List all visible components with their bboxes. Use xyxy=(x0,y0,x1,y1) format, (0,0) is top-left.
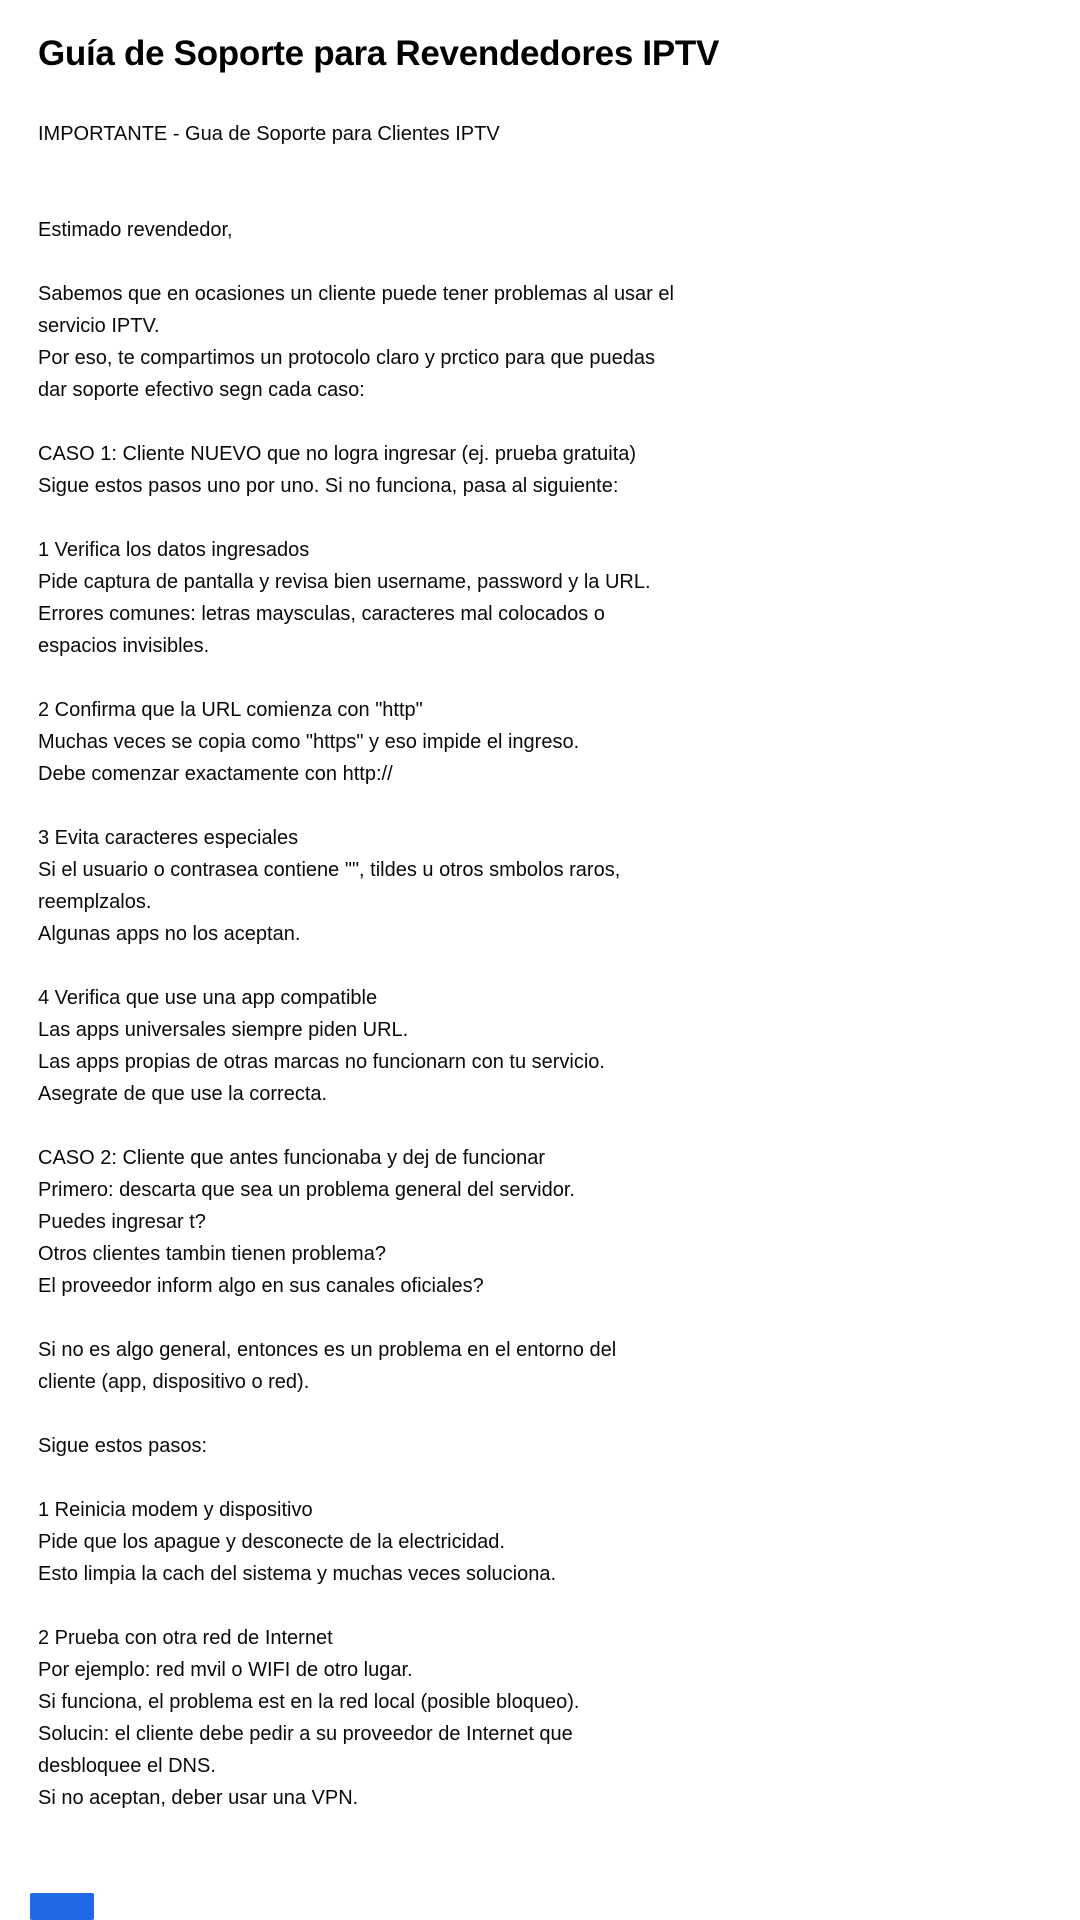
text-line: Estimado revendedor, xyxy=(38,219,233,241)
text-line xyxy=(38,1110,1050,1142)
text-line: Esto limpia la cach del sistema y muchas veces soluciona. xyxy=(38,1563,557,1585)
text-line: Pide que los apague y desconecte de la electricidad. xyxy=(38,1531,505,1553)
text-line xyxy=(38,502,1050,534)
text-line: Sabemos que en ocasiones un cliente puede tener problemas al usar el xyxy=(38,283,674,305)
blue-accent-box xyxy=(30,1893,94,1920)
text-line: Sigue estos pasos uno por uno. Si no funciona, pasa al siguiente: xyxy=(38,475,619,497)
text-line: 2 Confirma que la URL comienza con "http" xyxy=(38,699,423,721)
text-line: CASO 2: Cliente que antes funcionaba y dej de funcionar xyxy=(38,1147,545,1169)
text-line: 1 Verifica los datos ingresados xyxy=(38,539,310,561)
text-line: Por eso, te compartimos un protocolo claro y prctico para que puedas xyxy=(38,347,655,369)
document-body xyxy=(38,118,1050,1814)
text-line: desbloquee el DNS. xyxy=(38,1755,216,1777)
text-line: Otros clientes tambin tienen problema? xyxy=(38,1243,386,1265)
page-title: Guía de Soporte para Revendedores IPTV xyxy=(38,34,720,73)
text-line: Si funciona, el problema est en la red local (posible bloqueo). xyxy=(38,1691,580,1713)
text-line: 1 Reinicia modem y dispositivo xyxy=(38,1499,313,1521)
text-line: IMPORTANTE - Gua de Soporte para Clientes IPTV xyxy=(38,123,500,145)
text-line: Algunas apps no los aceptan. xyxy=(38,923,301,945)
text-line xyxy=(38,790,1050,822)
text-line xyxy=(38,1302,1050,1334)
text-line: Errores comunes: letras maysculas, caracteres mal colocados o xyxy=(38,603,605,625)
text-line xyxy=(38,1398,1050,1430)
text-line xyxy=(38,182,1050,214)
text-line: servicio IPTV. xyxy=(38,315,160,337)
text-line: Sigue estos pasos: xyxy=(38,1435,207,1457)
text-line xyxy=(38,246,1050,278)
text-line: 4 Verifica que use una app compatible xyxy=(38,987,378,1009)
text-line: Si no aceptan, deber usar una VPN. xyxy=(38,1787,359,1809)
text-line: 3 Evita caracteres especiales xyxy=(38,827,299,849)
text-line: dar soporte efectivo segn cada caso: xyxy=(38,379,365,401)
text-line xyxy=(38,1590,1050,1622)
text-line xyxy=(38,662,1050,694)
text-line: Por ejemplo: red mvil o WIFI de otro lugar. xyxy=(38,1659,413,1681)
text-line: Las apps universales siempre piden URL. xyxy=(38,1019,409,1041)
text-line xyxy=(38,406,1050,438)
text-line: Las apps propias de otras marcas no funcionarn con tu servicio. xyxy=(38,1051,605,1073)
text-line: Muchas veces se copia como "https" y eso impide el ingreso. xyxy=(38,731,580,753)
text-line: Primero: descarta que sea un problema general del servidor. xyxy=(38,1179,575,1201)
text-line: Solucin: el cliente debe pedir a su proveedor de Internet que xyxy=(38,1723,573,1745)
text-line: reemplzalos. xyxy=(38,891,152,913)
text-line: Debe comenzar exactamente con http:// xyxy=(38,763,393,785)
text-line: Asegrate de que use la correcta. xyxy=(38,1083,328,1105)
text-line: Si no es algo general, entonces es un problema en el entorno del xyxy=(38,1339,617,1361)
text-line xyxy=(38,150,1050,182)
text-line: Pide captura de pantalla y revisa bien username, password y la URL. xyxy=(38,571,651,593)
text-line: espacios invisibles. xyxy=(38,635,210,657)
text-line: 2 Prueba con otra red de Internet xyxy=(38,1627,333,1649)
text-line: cliente (app, dispositivo o red). xyxy=(38,1371,310,1393)
text-line xyxy=(38,1462,1050,1494)
text-line: Si el usuario o contrasea contiene "", tildes u otros smbolos raros, xyxy=(38,859,621,881)
text-line: El proveedor inform algo en sus canales oficiales? xyxy=(38,1275,484,1297)
text-line: Puedes ingresar t? xyxy=(38,1211,206,1233)
text-line xyxy=(38,950,1050,982)
text-line: CASO 1: Cliente NUEVO que no logra ingresar (ej. prueba gratuita) xyxy=(38,443,637,465)
